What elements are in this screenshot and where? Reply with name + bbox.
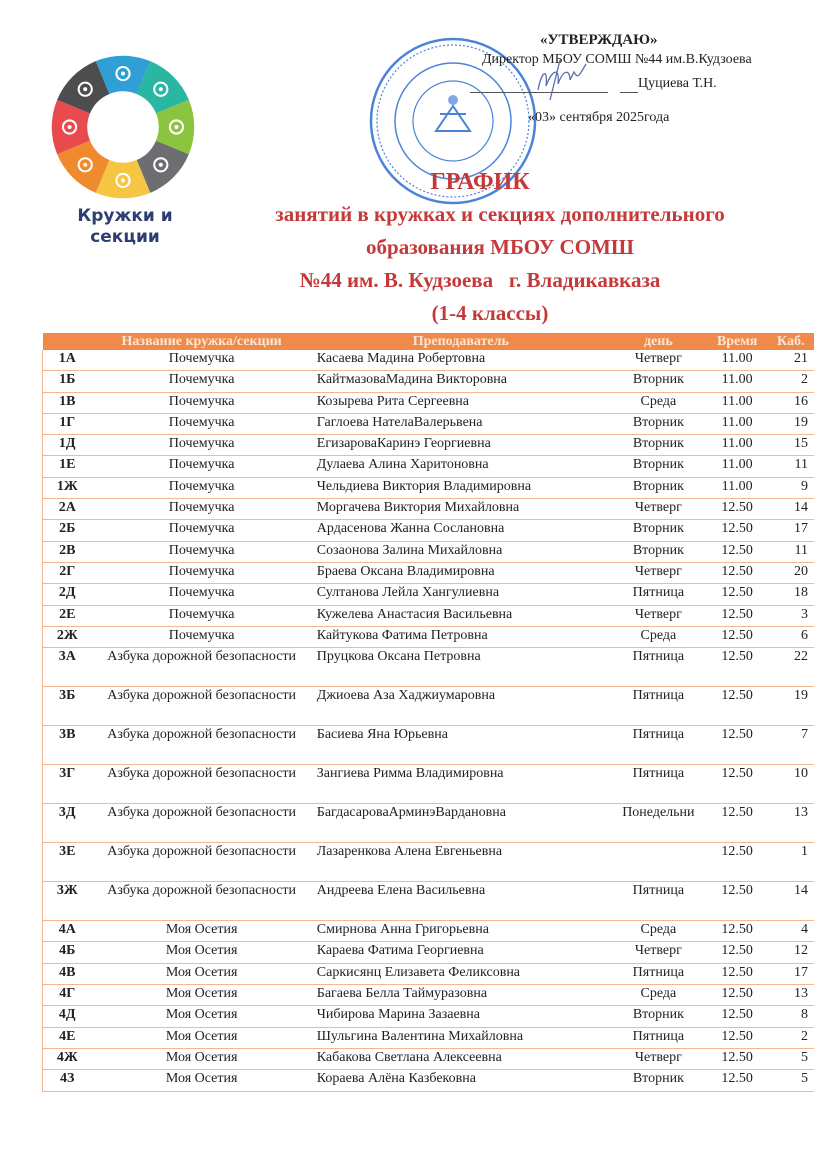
table-row <box>43 1070 815 1091</box>
day-cell: Вторник <box>610 520 707 541</box>
table-row <box>43 562 815 583</box>
class-cell: 2А <box>43 499 92 520</box>
teacher-cell: Багаева Белла Таймуразовна <box>312 985 610 1006</box>
table-row <box>43 648 815 687</box>
class-cell: 4Е <box>43 1027 92 1048</box>
room-cell: 17 <box>767 963 814 984</box>
day-cell: Четверг <box>610 350 707 371</box>
table-row <box>43 882 815 921</box>
day-cell: Четверг <box>610 562 707 583</box>
table-row <box>43 626 815 647</box>
day-cell: Пятница <box>610 1027 707 1048</box>
class-cell: 4Б <box>43 942 92 963</box>
day-cell: Пятница <box>610 584 707 605</box>
club-cell: Моя Осетия <box>92 921 312 942</box>
signature-line-short <box>620 92 638 93</box>
day-cell: Среда <box>610 985 707 1006</box>
time-cell: 11.00 <box>707 456 768 477</box>
class-cell: 1Д <box>43 435 92 456</box>
table-row <box>43 520 815 541</box>
club-cell: Азбука дорожной безопасности <box>92 726 312 765</box>
teacher-cell: Браева Оксана Владимировна <box>312 562 610 583</box>
time-cell: 12.50 <box>707 985 768 1006</box>
day-cell: Вторник <box>610 413 707 434</box>
teacher-cell: Шульгина Валентина Михайловна <box>312 1027 610 1048</box>
club-cell: Моя Осетия <box>92 1027 312 1048</box>
teacher-cell: Созаонова Залина Михайловна <box>312 541 610 562</box>
day-cell: Четверг <box>610 499 707 520</box>
time-cell: 11.00 <box>707 371 768 392</box>
teacher-cell: ЕгизароваКаринэ Георгиевна <box>312 435 610 456</box>
club-cell: Почемучка <box>92 477 312 498</box>
class-cell: 3Г <box>43 765 92 804</box>
room-cell: 21 <box>767 350 814 371</box>
time-cell: 12.50 <box>707 882 768 921</box>
table-row <box>43 1027 815 1048</box>
day-cell: Пятница <box>610 687 707 726</box>
time-cell: 12.50 <box>707 648 768 687</box>
table-row <box>43 942 815 963</box>
day-cell: Вторник <box>610 371 707 392</box>
table-row <box>43 584 815 605</box>
clubs-logo <box>45 52 201 202</box>
teacher-cell: Кайтукова Фатима Петровна <box>312 626 610 647</box>
teacher-cell: Караева Фатима Георгиевна <box>312 942 610 963</box>
room-cell: 11 <box>767 456 814 477</box>
time-cell: 11.00 <box>707 392 768 413</box>
class-cell: 2В <box>43 541 92 562</box>
class-cell: 4Д <box>43 1006 92 1027</box>
class-cell: 1Г <box>43 413 92 434</box>
club-cell: Азбука дорожной безопасности <box>92 648 312 687</box>
room-cell: 2 <box>767 1027 814 1048</box>
teacher-cell: Джиоева Аза Хаджиумаровна <box>312 687 610 726</box>
room-cell: 12 <box>767 942 814 963</box>
teacher-cell: Козырева Рита Сергеевна <box>312 392 610 413</box>
club-cell: Почемучка <box>92 435 312 456</box>
time-cell: 12.50 <box>707 499 768 520</box>
day-cell: Вторник <box>610 435 707 456</box>
class-cell: 2Ж <box>43 626 92 647</box>
heading-line5: (1-4 классы) <box>431 301 549 325</box>
logo-caption-line2: секции <box>90 227 160 247</box>
teacher-cell: Лазаренкова Алена Евгеньевна <box>312 843 610 882</box>
day-cell: Четверг <box>610 1048 707 1069</box>
class-cell: 1Ж <box>43 477 92 498</box>
class-cell: 2Е <box>43 605 92 626</box>
approval-block <box>470 30 800 130</box>
teacher-cell: Кужелева Анастасия Васильевна <box>312 605 610 626</box>
club-cell: Моя Осетия <box>92 1006 312 1027</box>
table-row <box>43 371 815 392</box>
teacher-cell: Басиева Яна Юрьевна <box>312 726 610 765</box>
table-row <box>43 435 815 456</box>
club-cell: Почемучка <box>92 626 312 647</box>
class-cell: 2Б <box>43 520 92 541</box>
day-cell: Среда <box>610 921 707 942</box>
club-cell: Азбука дорожной безопасности <box>92 687 312 726</box>
club-cell: Почемучка <box>92 605 312 626</box>
time-cell: 12.50 <box>707 605 768 626</box>
time-cell: 12.50 <box>707 942 768 963</box>
teacher-cell: Кораева Алёна Казбековна <box>312 1070 610 1091</box>
room-cell: 13 <box>767 985 814 1006</box>
col-header-teacher: Преподаватель <box>312 333 610 350</box>
table-row <box>43 456 815 477</box>
time-cell: 12.50 <box>707 626 768 647</box>
handwritten-signature <box>530 50 600 105</box>
class-cell: 4Г <box>43 985 92 1006</box>
time-cell: 12.50 <box>707 687 768 726</box>
class-cell: 1Б <box>43 371 92 392</box>
class-cell: 3Е <box>43 843 92 882</box>
day-cell: Пятница <box>610 882 707 921</box>
teacher-cell: Зангиева Римма Владимировна <box>312 765 610 804</box>
time-cell: 12.50 <box>707 520 768 541</box>
club-cell: Моя Осетия <box>92 1070 312 1091</box>
teacher-cell: Ардасенова Жанна Сослановна <box>312 520 610 541</box>
class-cell: 1Е <box>43 456 92 477</box>
day-cell: Четверг <box>610 942 707 963</box>
time-cell: 11.00 <box>707 477 768 498</box>
col-header-club: Название кружка/секции <box>92 333 312 350</box>
room-cell: 10 <box>767 765 814 804</box>
time-cell: 12.50 <box>707 562 768 583</box>
room-cell: 1 <box>767 843 814 882</box>
time-cell: 11.00 <box>707 413 768 434</box>
room-cell: 3 <box>767 605 814 626</box>
room-cell: 9 <box>767 477 814 498</box>
room-cell: 19 <box>767 687 814 726</box>
club-cell: Почемучка <box>92 456 312 477</box>
class-cell: 4З <box>43 1070 92 1091</box>
day-cell: Вторник <box>610 477 707 498</box>
teacher-cell: Моргачева Виктория Михайловна <box>312 499 610 520</box>
table-row <box>43 843 815 882</box>
table-row <box>43 963 815 984</box>
class-cell: 3А <box>43 648 92 687</box>
room-cell: 5 <box>767 1070 814 1091</box>
col-header-class <box>43 333 92 350</box>
heading-line3: образования МБОУ СОМШ <box>366 235 634 259</box>
teacher-cell: Дулаева Алина Харитоновна <box>312 456 610 477</box>
approval-position: Директор МБОУ СОМШ №44 им.В.Кудзоева <box>482 52 752 67</box>
table-row <box>43 392 815 413</box>
room-cell: 17 <box>767 520 814 541</box>
teacher-cell: БагдасароваАрминэВардановна <box>312 804 610 843</box>
time-cell: 12.50 <box>707 1006 768 1027</box>
room-cell: 19 <box>767 413 814 434</box>
day-cell: Пятница <box>610 765 707 804</box>
approval-name: Цуциева Т.Н. <box>638 76 717 91</box>
col-header-day: день <box>610 333 707 350</box>
day-cell: Пятница <box>610 963 707 984</box>
table-row <box>43 541 815 562</box>
room-cell: 6 <box>767 626 814 647</box>
teacher-cell: Чельдиева Виктория Владимировна <box>312 477 610 498</box>
club-cell: Азбука дорожной безопасности <box>92 882 312 921</box>
time-cell: 12.50 <box>707 963 768 984</box>
room-cell: 22 <box>767 648 814 687</box>
col-header-room: Каб. <box>767 333 814 350</box>
table-row <box>43 726 815 765</box>
room-cell: 18 <box>767 584 814 605</box>
room-cell: 20 <box>767 562 814 583</box>
class-cell: 1А <box>43 350 92 371</box>
teacher-cell: КайтмазоваМадина Викторовна <box>312 371 610 392</box>
class-cell: 1В <box>43 392 92 413</box>
day-cell: Пятница <box>610 648 707 687</box>
day-cell: Вторник <box>610 1006 707 1027</box>
room-cell: 14 <box>767 882 814 921</box>
table-row <box>43 350 815 371</box>
class-cell: 3Д <box>43 804 92 843</box>
class-cell: 3В <box>43 726 92 765</box>
club-cell: Азбука дорожной безопасности <box>92 804 312 843</box>
time-cell: 11.00 <box>707 435 768 456</box>
day-cell: Среда <box>610 392 707 413</box>
logo-caption <box>40 206 210 248</box>
table-row <box>43 985 815 1006</box>
room-cell: 15 <box>767 435 814 456</box>
room-cell: 7 <box>767 726 814 765</box>
club-cell: Почемучка <box>92 584 312 605</box>
time-cell: 11.00 <box>707 350 768 371</box>
teacher-cell: Саркисянц Елизавета Феликсовна <box>312 963 610 984</box>
approval-date: «03» сентября 2025года <box>528 110 670 125</box>
class-cell: 3Ж <box>43 882 92 921</box>
table-header-row <box>43 333 815 350</box>
room-cell: 14 <box>767 499 814 520</box>
class-cell: 2Д <box>43 584 92 605</box>
club-cell: Моя Осетия <box>92 985 312 1006</box>
table-row <box>43 1006 815 1027</box>
table-row <box>43 687 815 726</box>
room-cell: 4 <box>767 921 814 942</box>
table-row <box>43 804 815 843</box>
time-cell: 12.50 <box>707 804 768 843</box>
club-cell: Почемучка <box>92 562 312 583</box>
teacher-cell: Чибирова Марина Зазаевна <box>312 1006 610 1027</box>
club-cell: Моя Осетия <box>92 963 312 984</box>
room-cell: 11 <box>767 541 814 562</box>
time-cell: 12.50 <box>707 584 768 605</box>
room-cell: 13 <box>767 804 814 843</box>
table-row <box>43 765 815 804</box>
day-cell: Вторник <box>610 456 707 477</box>
room-cell: 2 <box>767 371 814 392</box>
time-cell: 12.50 <box>707 765 768 804</box>
time-cell: 12.50 <box>707 541 768 562</box>
club-cell: Моя Осетия <box>92 942 312 963</box>
teacher-cell: Касаева Мадина Робертовна <box>312 350 610 371</box>
class-cell: 4Ж <box>43 1048 92 1069</box>
table-row <box>43 1048 815 1069</box>
table-row <box>43 413 815 434</box>
teacher-cell: Султанова Лейла Хангулиевна <box>312 584 610 605</box>
day-cell: Четверг <box>610 605 707 626</box>
teacher-cell: Пруцкова Оксана Петровна <box>312 648 610 687</box>
room-cell: 16 <box>767 392 814 413</box>
club-cell: Азбука дорожной безопасности <box>92 765 312 804</box>
class-cell: 3Б <box>43 687 92 726</box>
table-row <box>43 921 815 942</box>
day-cell: Понедельни <box>610 804 707 843</box>
time-cell: 12.50 <box>707 921 768 942</box>
day-cell: Вторник <box>610 541 707 562</box>
class-cell: 4А <box>43 921 92 942</box>
club-cell: Моя Осетия <box>92 1048 312 1069</box>
club-cell: Почемучка <box>92 413 312 434</box>
day-cell: Вторник <box>610 1070 707 1091</box>
room-cell: 5 <box>767 1048 814 1069</box>
time-cell: 12.50 <box>707 1048 768 1069</box>
time-cell: 12.50 <box>707 1070 768 1091</box>
table-row <box>43 477 815 498</box>
heading-line4: №44 им. В. Кудзоева г. Владикавказа <box>299 268 661 292</box>
club-cell: Почемучка <box>92 392 312 413</box>
teacher-cell: Андреева Елена Васильевна <box>312 882 610 921</box>
col-header-time: Время <box>707 333 768 350</box>
logo-caption-line1: Кружки и <box>77 206 173 226</box>
teacher-cell: Смирнова Анна Григорьевна <box>312 921 610 942</box>
time-cell: 12.50 <box>707 726 768 765</box>
day-cell: Среда <box>610 626 707 647</box>
teacher-cell: Гаглоева НателаВалерьвена <box>312 413 610 434</box>
club-cell: Почемучка <box>92 499 312 520</box>
day-cell: Пятница <box>610 726 707 765</box>
club-cell: Азбука дорожной безопасности <box>92 843 312 882</box>
club-cell: Почемучка <box>92 541 312 562</box>
teacher-cell: Кабакова Светлана Алексеевна <box>312 1048 610 1069</box>
time-cell: 12.50 <box>707 1027 768 1048</box>
room-cell: 8 <box>767 1006 814 1027</box>
club-cell: Почемучка <box>92 350 312 371</box>
club-cell: Почемучка <box>92 520 312 541</box>
table-row <box>43 499 815 520</box>
table-row <box>43 605 815 626</box>
class-cell: 2Г <box>43 562 92 583</box>
day-cell <box>610 843 707 882</box>
heading-line2: занятий в кружках и секциях дополнительного <box>275 202 725 226</box>
class-cell: 4В <box>43 963 92 984</box>
time-cell: 12.50 <box>707 843 768 882</box>
schedule-table <box>42 333 814 1092</box>
club-cell: Почемучка <box>92 371 312 392</box>
approval-title: «УТВЕРЖДАЮ» <box>540 32 658 48</box>
heading-line1: ГРАФИК <box>430 169 530 195</box>
